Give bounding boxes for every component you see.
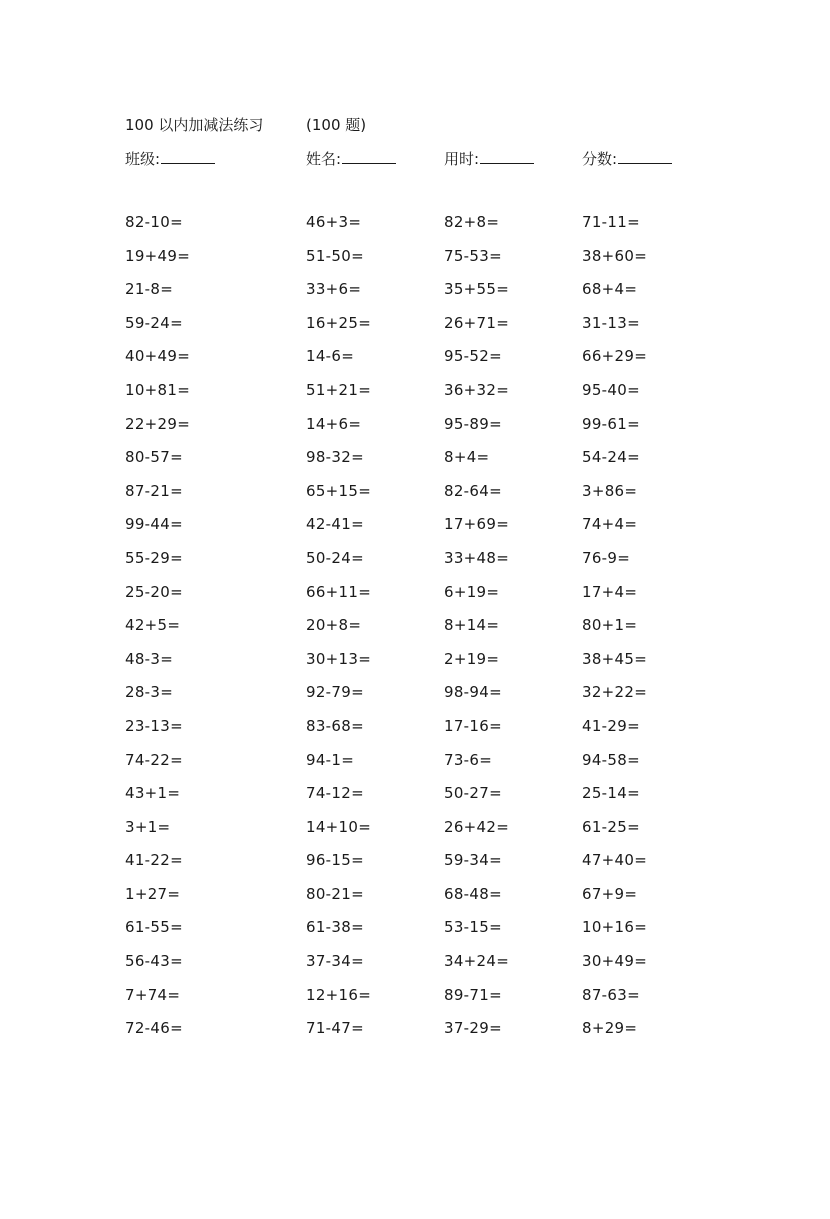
problem-item: 98-32= [306,448,364,467]
problem-item: 35+55= [444,280,510,299]
problem-item: 38+45= [582,649,648,668]
problem-item: 68-48= [444,884,502,903]
problem-row [125,717,725,751]
problem-item: 33+6= [306,280,362,299]
problem-row [125,616,725,650]
problem-row [125,751,725,785]
problem-item: 12+16= [306,985,372,1004]
problem-item: 42+5= [125,616,181,635]
problem-item: 30+13= [306,649,372,668]
problem-item: 8+4= [444,448,490,467]
problem-item: 76-9= [582,548,631,567]
problem-row [125,918,725,952]
problem-item: 73-6= [444,750,493,769]
problem-item: 83-68= [306,716,364,735]
problem-item: 10+16= [582,918,648,937]
problem-item: 87-63= [582,985,640,1004]
problem-row [125,851,725,885]
problem-item: 23-13= [125,716,183,735]
score-blank [618,148,672,164]
problem-item: 40+49= [125,347,191,366]
score-field [582,148,672,169]
problem-item: 26+71= [444,313,510,332]
class-field [125,148,215,169]
problem-item: 20+8= [306,616,362,635]
problem-item: 42-41= [306,515,364,534]
watermark [341,1120,439,1218]
problem-item: 14-6= [306,347,355,366]
problem-row [125,482,725,516]
problem-item: 94-58= [582,750,640,769]
problem-row [125,986,725,1020]
problem-item: 19+49= [125,246,191,265]
problem-item: 31-13= [582,313,640,332]
class-label: 班级: [125,150,161,168]
problem-item: 37-34= [306,952,364,971]
problem-item: 14+10= [306,817,372,836]
problem-row [125,448,725,482]
problem-row [125,784,725,818]
problem-item: 33+48= [444,548,510,567]
problem-item: 25-20= [125,582,183,601]
time-field [444,148,534,169]
problem-item: 36+32= [444,380,510,399]
problem-item: 51-50= [306,246,364,265]
problem-row [125,415,725,449]
problem-item: 34+24= [444,952,510,971]
problem-row [125,583,725,617]
problem-item: 25-14= [582,784,640,803]
problem-row [125,952,725,986]
problem-item: 66+29= [582,347,648,366]
title-row [125,114,725,134]
problem-item: 48-3= [125,649,174,668]
problem-count: (100 题) [306,116,367,134]
problem-item: 6+19= [444,582,500,601]
problem-item: 98-94= [444,683,502,702]
class-blank [161,148,215,164]
problem-row [125,515,725,549]
problem-row [125,818,725,852]
problem-item: 80-57= [125,448,183,467]
problem-item: 94-1= [306,750,355,769]
problem-item: 82-10= [125,213,183,231]
problem-item: 80+1= [582,616,638,635]
worksheet-title: 100 以内加减法练习 [125,116,264,134]
problem-item: 8+14= [444,616,500,635]
problem-item: 74-12= [306,784,364,803]
problem-item: 30+49= [582,952,648,971]
problem-item: 72-46= [125,1019,183,1038]
problem-item: 61-55= [125,918,183,937]
problem-item: 26+42= [444,817,510,836]
problem-item: 7+74= [125,985,181,1004]
problem-row [125,683,725,717]
problem-item: 46+3= [306,213,362,231]
problem-item: 61-25= [582,817,640,836]
problem-row [125,347,725,381]
problem-item: 92-79= [306,683,364,702]
problem-item: 41-29= [582,716,640,735]
problem-item: 82-64= [444,481,502,500]
problem-item: 17+4= [582,582,638,601]
problem-item: 67+9= [582,884,638,903]
problem-item: 59-24= [125,313,183,332]
time-label: 用时: [444,150,480,168]
problem-row [125,885,725,919]
name-label: 姓名: [306,150,342,168]
problem-item: 56-43= [125,952,183,971]
problem-item: 51+21= [306,380,372,399]
problem-item: 54-24= [582,448,640,467]
problem-row [125,650,725,684]
problem-item: 95-40= [582,380,640,399]
problem-item: 8+29= [582,1019,638,1038]
problem-item: 43+1= [125,784,181,803]
problem-item: 50-27= [444,784,502,803]
problem-item: 41-22= [125,851,183,870]
problem-item: 74-22= [125,750,183,769]
problem-item: 50-24= [306,548,364,567]
problem-item: 14+6= [306,414,362,433]
problem-row [125,247,725,281]
problem-row [125,1019,725,1053]
problem-row [125,213,725,247]
problem-item: 96-15= [306,851,364,870]
problem-item: 59-34= [444,851,502,870]
problem-item: 87-21= [125,481,183,500]
problem-row [125,314,725,348]
problem-item: 38+60= [582,246,648,265]
info-row [125,148,725,170]
problem-item: 21-8= [125,280,174,299]
problem-item: 3+86= [582,481,638,500]
problem-item: 65+15= [306,481,372,500]
problem-item: 10+81= [125,380,191,399]
problem-item: 32+22= [582,683,648,702]
name-field [306,148,396,169]
score-label: 分数: [582,150,618,168]
problem-item: 1+27= [125,884,181,903]
problem-item: 71-47= [306,1019,364,1038]
problem-item: 80-21= [306,884,364,903]
problem-item: 75-53= [444,246,502,265]
problem-item: 68+4= [582,280,638,299]
problem-item: 17+69= [444,515,510,534]
time-blank [480,148,534,164]
problem-item: 53-15= [444,918,502,937]
problem-item: 3+1= [125,817,171,836]
problem-item: 16+25= [306,313,372,332]
problem-item: 99-44= [125,515,183,534]
problem-item: 47+40= [582,851,648,870]
problem-grid [125,213,725,1053]
problem-item: 74+4= [582,515,638,534]
problem-row [125,381,725,415]
problem-item: 89-71= [444,985,502,1004]
problem-item: 55-29= [125,548,183,567]
problem-item: 99-61= [582,414,640,433]
problem-item: 95-52= [444,347,502,366]
problem-item: 2+19= [444,649,500,668]
problem-item: 82+8= [444,213,500,231]
problem-item: 66+11= [306,582,372,601]
problem-item: 95-89= [444,414,502,433]
problem-row [125,549,725,583]
problem-item: 28-3= [125,683,174,702]
problem-item: 17-16= [444,716,502,735]
name-blank [342,148,396,164]
problem-item: 37-29= [444,1019,502,1038]
problem-row [125,280,725,314]
problem-item: 61-38= [306,918,364,937]
problem-item: 22+29= [125,414,191,433]
problem-item: 71-11= [582,213,640,231]
